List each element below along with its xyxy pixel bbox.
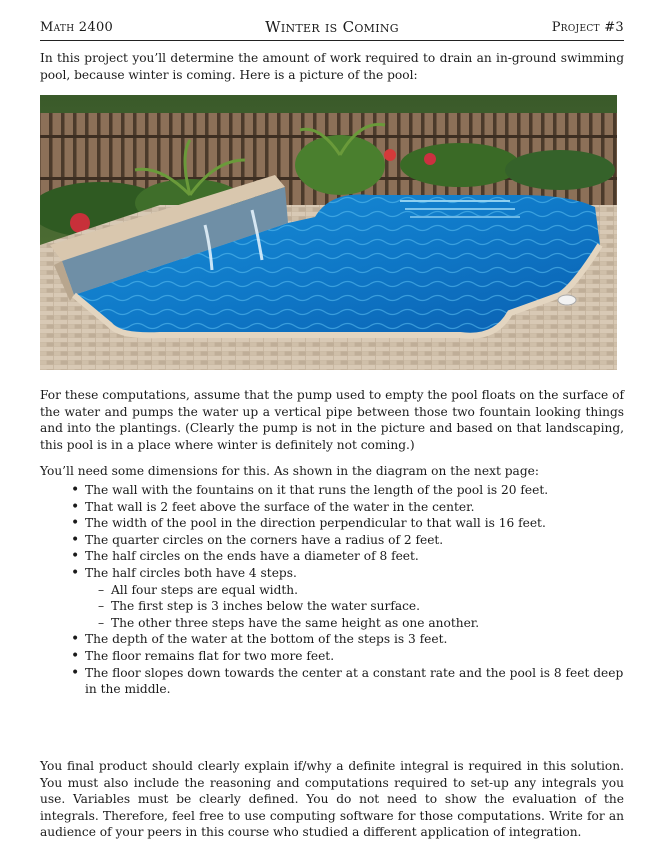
- course-label: Math 2400: [40, 20, 114, 35]
- list-item: • The quarter circles on the corners have a radius of 2 feet.: [60, 532, 624, 549]
- final-paragraph: You final product should clearly explain if/why a definite integral is required in this solution. You must also include the reasoning and computations required to set-up any integrals you use. Variables must be clearly defined. You do not need to show the evaluation of the integrals. Therefore, feel free to use computing software for those computations. Write for an audience of your peers in this course who studied a different application of integration.: [40, 759, 624, 840]
- list-item: • The width of the pool in the direction perpendicular to that wall is 16 feet.: [60, 515, 624, 532]
- intro-paragraph: In this project you’ll determine the amount of work required to drain an in-ground swimming pool, because winter is coming. Here is a picture of the pool:: [40, 51, 624, 82]
- list-item: • The depth of the water at the bottom of the steps is 3 feet.: [60, 631, 624, 648]
- list-item-steps: [60, 565, 624, 631]
- list-item: • The wall with the fountains on it that runs the length of the pool is 20 feet.: [60, 482, 624, 499]
- sublist-item: – All four steps are equal width.: [85, 582, 624, 599]
- list-item: • The half circles on the ends have a diameter of 8 feet.: [60, 548, 624, 565]
- steps-sublist: [85, 582, 624, 632]
- page-title: Winter is Coming: [265, 18, 399, 36]
- list-item: • The floor slopes down towards the center at a constant rate and the pool is 8 feet deep in the middle.: [60, 665, 624, 698]
- list-item: • That wall is 2 feet above the surface of the water in the center.: [60, 499, 624, 516]
- dimensions-lead: You’ll need some dimensions for this. As shown in the diagram on the next page:: [40, 464, 539, 478]
- list-item-text: The half circles both have 4 steps.: [85, 565, 297, 580]
- sublist-item: – The other three steps have the same height as one another.: [85, 615, 624, 632]
- project-label: Project #3: [551, 20, 624, 35]
- sublist-item: – The first step is 3 inches below the water surface.: [85, 598, 624, 615]
- assumptions-paragraph: For these computations, assume that the pump used to empty the pool floats on the surface of the water and pumps the water up a vertical pipe between those two fountain looking things and into the plantings. (Clearly the pump is not in the picture and based on that landscaping, this pool is in a place where winter is definitely not coming.): [40, 388, 624, 452]
- pool-photo: [40, 95, 617, 370]
- dimensions-list: [60, 482, 624, 698]
- page-header: [40, 18, 624, 41]
- list-item: • The floor remains flat for two more feet.: [60, 648, 624, 665]
